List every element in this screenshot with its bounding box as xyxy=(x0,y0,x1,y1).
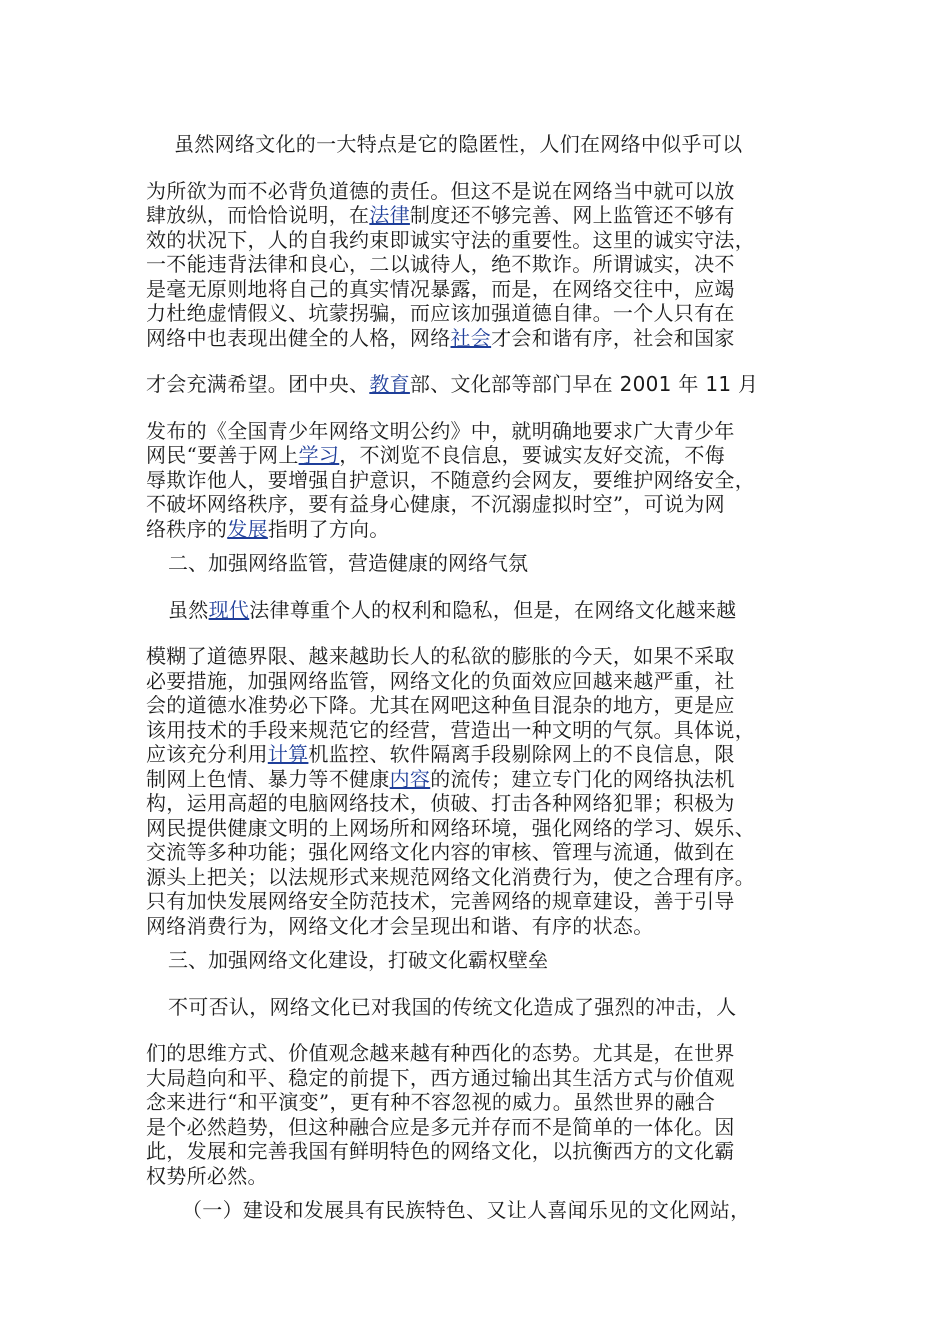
text-segment: 月 xyxy=(731,372,759,396)
section-heading-3: 三、加强网络文化建设，打破文化霸权壁垒 xyxy=(168,948,548,972)
text-line: 发布的《全国青少年网络文明公约》中，就明确地要求广大青少年 xyxy=(146,418,735,443)
section-heading-2: 二、加强网络监管，营造健康的网络气氛 xyxy=(168,551,528,575)
text-segment: 的流传；建立专门化的网络执法机 xyxy=(430,766,735,791)
text-line: 必要措施，加强网络监管，网络文化的负面效应回越来越严重，社 xyxy=(146,668,735,693)
text-line: 大局趋向和平、稳定的前提下，西方通过输出其生活方式与价值观 xyxy=(146,1065,735,1090)
text-segment: 制网上色情、暴力等不健康 xyxy=(146,766,390,791)
text-line: 不破坏网络秩序，要有益身心健康，不沉溺虚拟时空”，可说为网 xyxy=(146,492,725,516)
text-line xyxy=(146,742,822,767)
text-line: 构，运用高超的电脑网络技术，侦破、打击各种网络犯罪；积极为 xyxy=(146,791,735,815)
year-number: 2001 xyxy=(619,372,672,396)
text-line xyxy=(146,203,822,228)
text-segment: 年 xyxy=(671,372,706,396)
text-segment: 制度还不够完善、网上监管还不够有 xyxy=(409,203,735,227)
text-segment: 才会充满希望。团中央、 xyxy=(146,372,370,396)
text-line xyxy=(146,517,822,542)
text-line: 辱欺诈他人，要增强自护意识，不随意约会网友，要维护网络安全， xyxy=(146,467,755,492)
paragraph-2 xyxy=(146,372,822,541)
text-line: 为所欲为而不必背负道德的责任。但这不是说在网络当中就可以放 xyxy=(146,178,735,203)
text-line: 效的状况下，人的自我约束即诚实守法的重要性。这里的诚实守法， xyxy=(146,227,755,252)
text-line: 一不能违背法律和良心，二以诚待人，绝不欺诈。所谓诚实，决不 xyxy=(146,252,735,276)
text-line: 会的道德水准势必下降。尤其在网吧这种鱼目混杂的地方，更是应 xyxy=(146,693,735,717)
text-line: 网民提供健康文明的上网场所和网络环境，强化网络的学习、娱乐、 xyxy=(146,815,755,840)
text-segment: 络秩序的 xyxy=(146,516,228,541)
text-line xyxy=(146,767,822,792)
text-line: 们的思维方式、价值观念越来越有种西化的态势。尤其是，在世界 xyxy=(146,1041,735,1065)
link-society[interactable]: 社会 xyxy=(450,325,492,350)
text-line xyxy=(146,443,822,468)
text-segment: ，不浏览不良信息，要诚实友好交流，不侮 xyxy=(339,443,725,467)
paragraph-first-line: （一）建设和发展具有民族特色、又让人喜闻乐见的文化网站， xyxy=(182,1198,751,1222)
text-segment: 法律尊重个人的权利和隐私，但是，在网络文化越来越 xyxy=(249,597,737,622)
paragraph-3 xyxy=(146,598,822,939)
text-line xyxy=(146,372,822,397)
paragraph-5 xyxy=(146,1198,822,1223)
text-segment: 机监控、软件隔离手段剔除网上的不良信息，限 xyxy=(308,742,735,766)
text-line: 是毫无原则地将自己的真实情况暴露，而是，在网络交往中，应竭 xyxy=(146,276,735,301)
paragraph-first-line: 虽然网络文化的一大特点是它的隐匿性，人们在网络中似乎可以 xyxy=(174,132,743,156)
text-segment: 才会和谐有序，社会和国家 xyxy=(491,325,735,350)
text-line: 此，发展和完善我国有鲜明特色的网络文化，以抗衡西方的文化霸 xyxy=(146,1139,735,1163)
text-line: 交流等多种功能；强化网络文化内容的审核、管理与流通，做到在 xyxy=(146,840,735,864)
link-law[interactable]: 法律 xyxy=(369,203,410,227)
text-segment: 应该充分利用 xyxy=(146,742,268,766)
text-line xyxy=(146,326,822,351)
text-segment: 肆放纵，而恰恰说明，在 xyxy=(146,203,370,227)
link-development[interactable]: 发展 xyxy=(227,516,268,541)
text-line: 权势所必然。 xyxy=(146,1163,268,1188)
document-page xyxy=(146,132,822,1223)
text-segment: 部、文化部等部门早在 xyxy=(409,372,620,396)
text-line: 只有加快发展网络安全防范技术，完善网络的规章建设，善于引导 xyxy=(146,889,735,913)
text-segment: 网络中也表现出健全的人格，网络 xyxy=(146,325,451,350)
link-content[interactable]: 内容 xyxy=(389,766,431,791)
text-line: 源头上把关；以法规形式来规范网络文化消费行为，使之合理有序。 xyxy=(146,864,755,889)
text-line: 是个必然趋势，但这种融合应是多元并存而不是简单的一体化。因 xyxy=(146,1114,735,1139)
link-modern[interactable]: 现代 xyxy=(208,597,250,622)
text-line: 网络消费行为，网络文化才会呈现出和谐、有序的状态。 xyxy=(146,913,654,938)
text-segment: 网民“要善于网上 xyxy=(146,443,299,467)
paragraph-1 xyxy=(146,132,822,350)
text-line xyxy=(146,598,822,623)
text-segment: 虽然 xyxy=(168,597,209,622)
text-segment: 指明了方向。 xyxy=(267,516,390,541)
link-study[interactable]: 学习 xyxy=(298,443,340,467)
paragraph-first-line: 不可否认，网络文化已对我国的传统文化造成了强烈的冲击，人 xyxy=(168,994,737,1019)
text-line: 力杜绝虚情假义、坑蒙拐骗，而应该加强道德自律。一个人只有在 xyxy=(146,301,735,325)
month-number: 11 xyxy=(705,372,732,396)
link-education[interactable]: 教育 xyxy=(369,372,410,396)
text-line: 模糊了道德界限、越来越助长人的私欲的膨胀的今天，如果不采取 xyxy=(146,644,735,668)
paragraph-4 xyxy=(146,995,822,1189)
text-line: 该用技术的手段来规范它的经营，营造出一种文明的气氛。具体说， xyxy=(146,717,755,742)
link-computer[interactable]: 计算 xyxy=(267,742,309,766)
text-line: 念来进行“和平演变”，更有种不容忽视的威力。虽然世界的融合 xyxy=(146,1090,716,1114)
